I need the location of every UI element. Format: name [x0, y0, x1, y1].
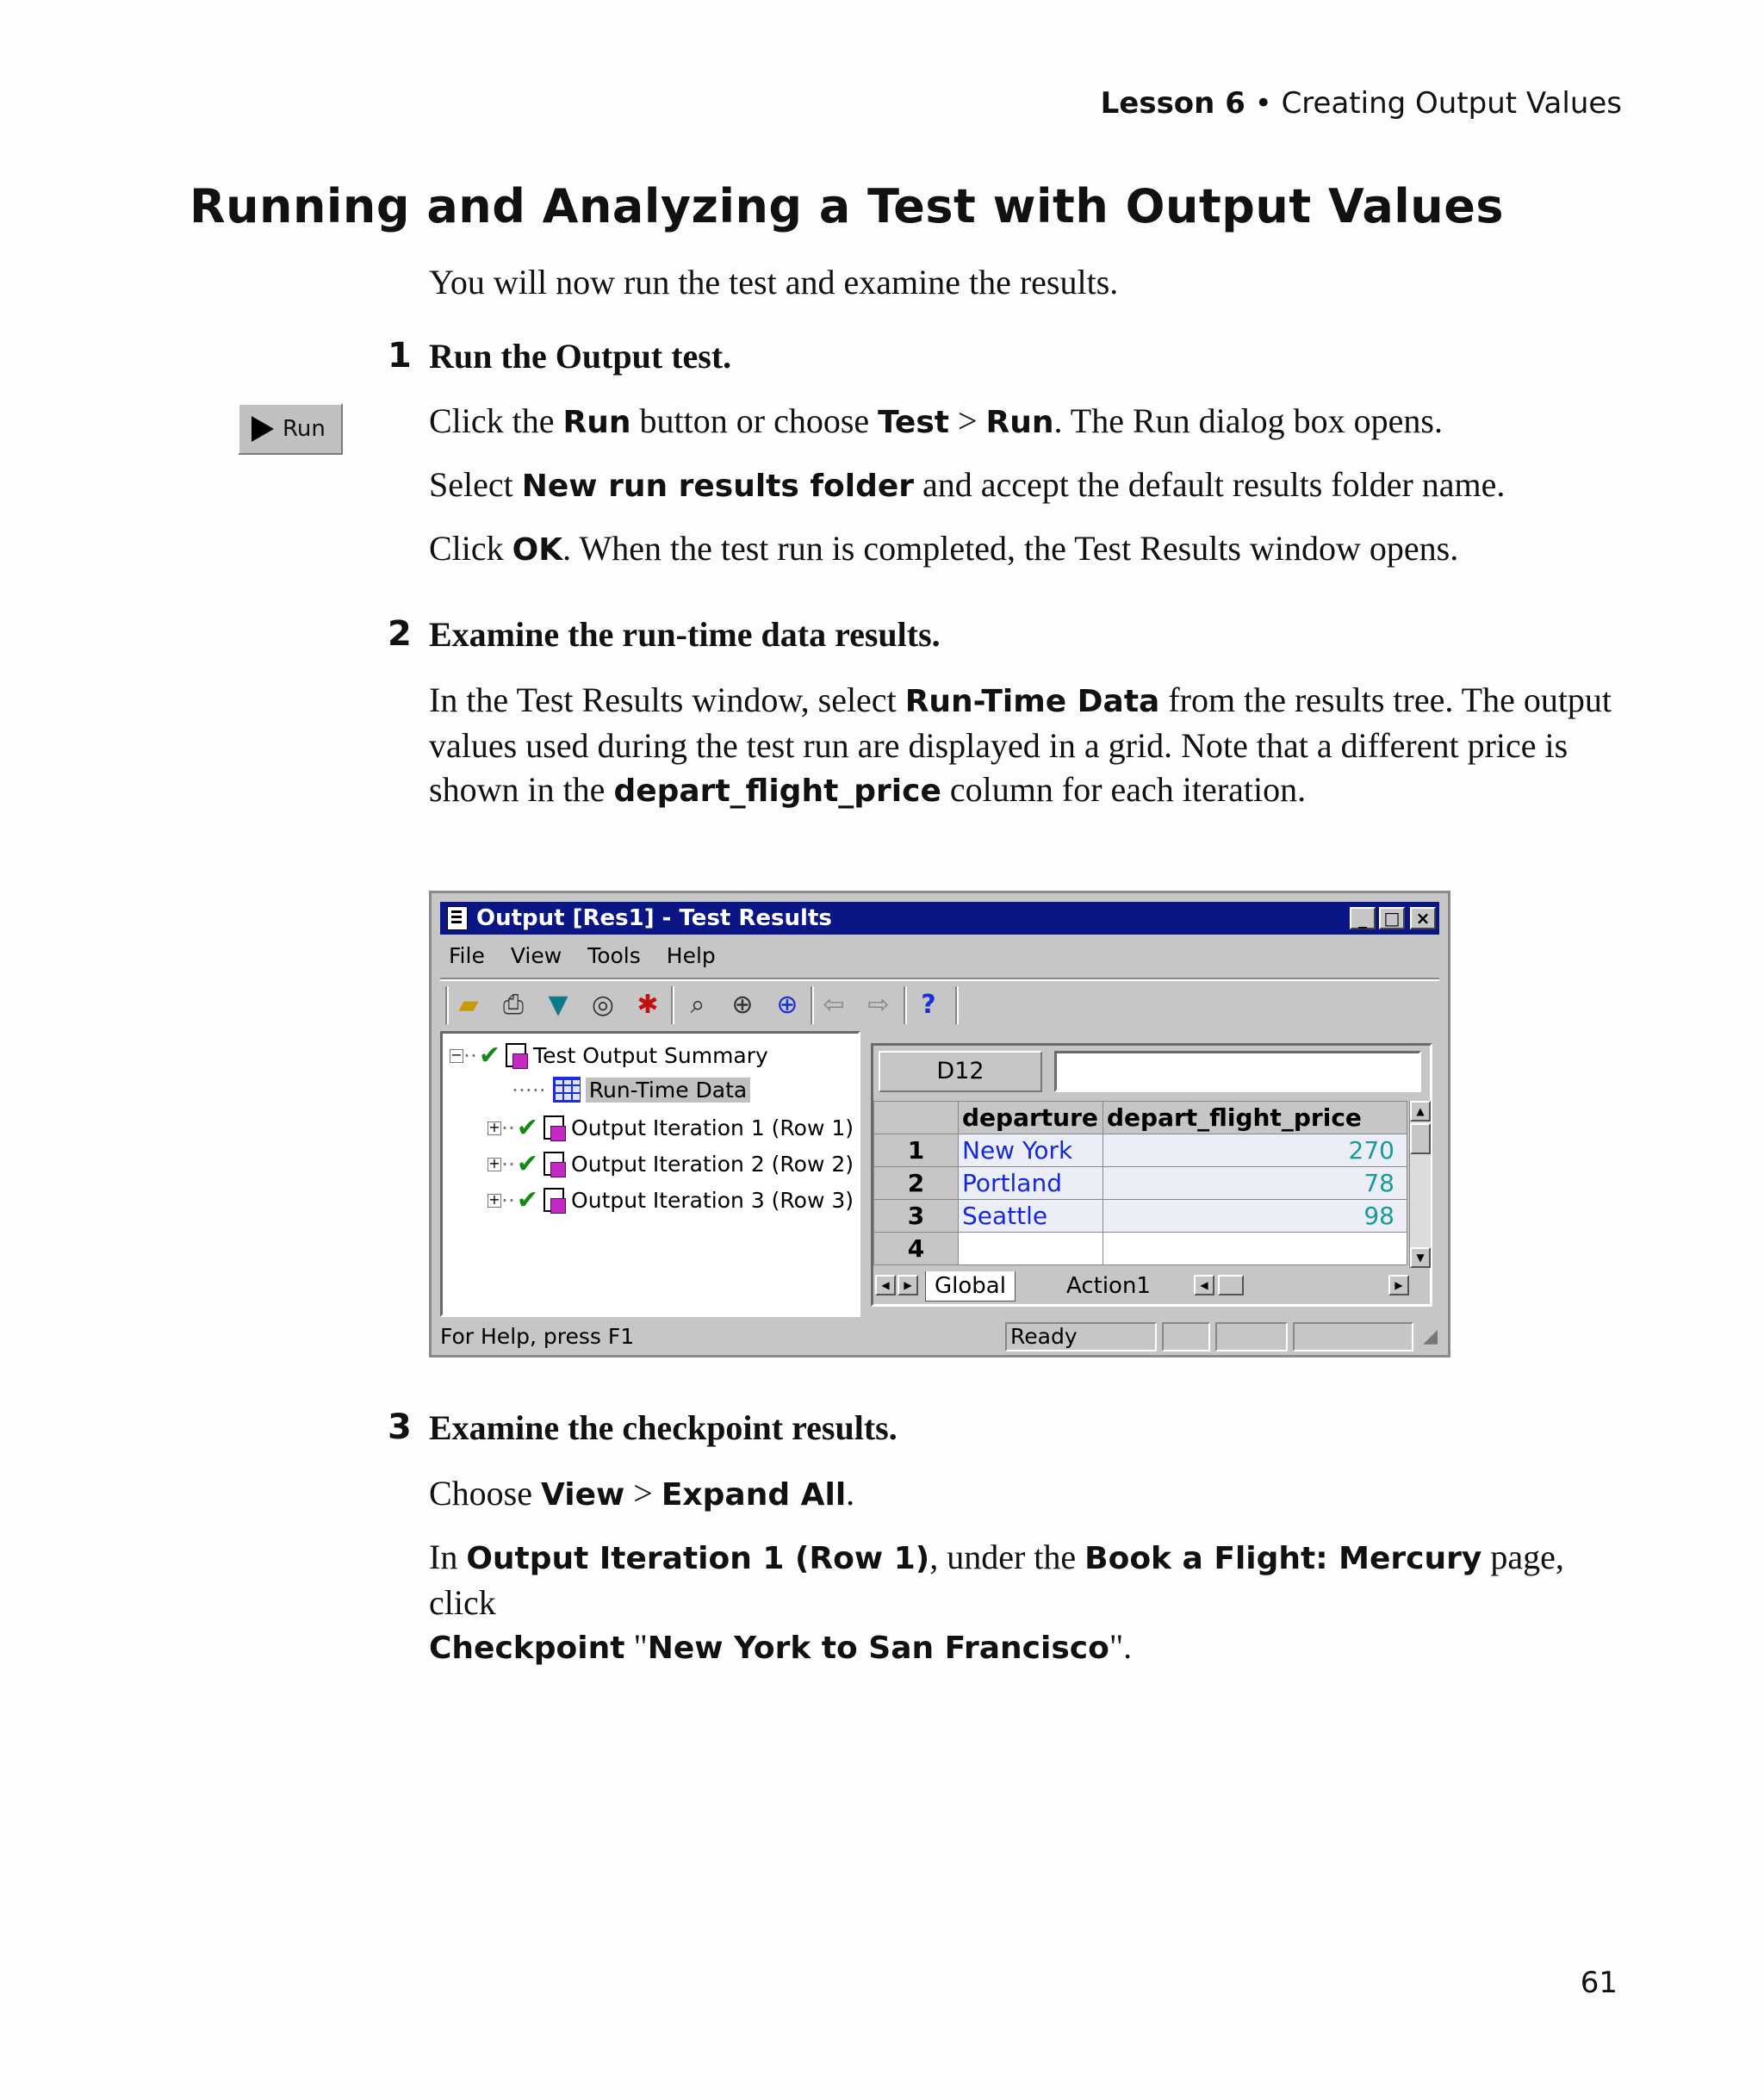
- back-arrow-icon[interactable]: ⇦: [823, 990, 845, 1020]
- data-grid-icon: [553, 1077, 581, 1103]
- tab-global[interactable]: Global: [925, 1271, 1016, 1302]
- data-grid: [873, 1101, 1407, 1265]
- step-3-heading: Examine the checkpoint results.: [429, 1408, 898, 1447]
- collapse-icon[interactable]: −: [450, 1046, 463, 1063]
- pass-check-icon: ✔: [516, 1149, 539, 1179]
- step-1-para-2: Select New run results folder and accept the default results folder name.: [429, 465, 1506, 504]
- play-icon: [252, 416, 274, 442]
- price-cell[interactable]: 98: [1103, 1200, 1407, 1233]
- pass-check-icon: ✔: [516, 1185, 539, 1215]
- run-button-image: [238, 403, 343, 455]
- window-title: Output [Res1] - Test Results: [476, 905, 832, 931]
- window-titlebar: [440, 902, 1439, 935]
- filter-icon[interactable]: ▼: [548, 990, 568, 1020]
- step-2-number: 2: [388, 614, 412, 654]
- tab-action1[interactable]: Action1: [1066, 1273, 1151, 1299]
- zoom-in-icon[interactable]: ⊕: [731, 990, 754, 1020]
- tree-iteration-2[interactable]: + ·· ✔ Output Iteration 2 (Row 2): [488, 1149, 854, 1179]
- chapter-title: Creating Output Values: [1281, 86, 1622, 121]
- help-icon[interactable]: ?: [921, 990, 936, 1020]
- zoom-icon[interactable]: ⊕: [776, 990, 798, 1020]
- summary-icon: [502, 1043, 526, 1069]
- cell-reference-box[interactable]: D12: [879, 1051, 1042, 1092]
- hscroll-left-icon[interactable]: ◀: [1194, 1275, 1214, 1295]
- open-folder-icon[interactable]: ▰: [458, 990, 479, 1020]
- grid-header-row: [874, 1102, 1407, 1134]
- step-2-para-1: In the Test Results window, select Run-Time Data from the results tree. The output values used during the test run are displayed in a grid. Note that a different price is shown in the depart_flight_price column for each iteration.: [429, 680, 1612, 809]
- scroll-up-icon[interactable]: ▲: [1410, 1101, 1431, 1121]
- header-bullet: •: [1254, 86, 1272, 121]
- formula-input[interactable]: [1054, 1051, 1421, 1092]
- tree-iteration-3-label: Output Iteration 3 (Row 3): [571, 1188, 854, 1213]
- scroll-thumb[interactable]: [1410, 1123, 1431, 1154]
- data-table-pane: [871, 1043, 1432, 1307]
- minimize-icon[interactable]: _: [1350, 907, 1376, 929]
- hscroll-thumb[interactable]: [1218, 1275, 1244, 1295]
- toolbar: [440, 979, 1439, 1028]
- menu-tools[interactable]: Tools: [587, 943, 641, 968]
- find-icon[interactable]: ⌕: [690, 990, 705, 1020]
- bug-icon[interactable]: ✱: [637, 990, 659, 1020]
- status-bar: [440, 1322, 1439, 1353]
- toolbar-grip: [445, 986, 449, 1024]
- status-panel: [1293, 1322, 1413, 1351]
- menu-file[interactable]: File: [449, 943, 485, 968]
- print-icon[interactable]: ⎙: [503, 990, 524, 1020]
- corner-cell: [874, 1102, 959, 1134]
- table-row: [874, 1233, 1407, 1265]
- running-header: [1101, 86, 1622, 121]
- status-state: Ready: [1005, 1322, 1157, 1351]
- departure-cell[interactable]: Portland: [959, 1167, 1103, 1200]
- status-help-text: For Help, press F1: [440, 1324, 635, 1349]
- row-number[interactable]: 2: [874, 1167, 959, 1200]
- expand-icon[interactable]: +: [488, 1154, 500, 1171]
- resize-grip-icon[interactable]: ◢: [1423, 1326, 1438, 1347]
- price-cell[interactable]: 78: [1103, 1167, 1407, 1200]
- toolbar-separator: [811, 986, 814, 1024]
- tree-iteration-1[interactable]: + ·· ✔ Output Iteration 1 (Row 1): [488, 1113, 854, 1143]
- status-panel: [1162, 1322, 1210, 1351]
- scroll-down-icon[interactable]: ▼: [1410, 1247, 1431, 1268]
- step-2-heading: Examine the run-time data results.: [429, 615, 941, 654]
- toolbar-separator: [904, 986, 907, 1024]
- status-panel: [1215, 1322, 1288, 1351]
- column-header-depart-flight-price[interactable]: depart_flight_price: [1103, 1102, 1407, 1134]
- tree-root[interactable]: − ·· ✔ Test Output Summary: [450, 1041, 768, 1071]
- tree-runtime-label: Run-Time Data: [586, 1078, 750, 1103]
- iteration-icon: [540, 1188, 564, 1214]
- departure-cell[interactable]: [959, 1233, 1103, 1265]
- results-doc-icon: [447, 906, 468, 930]
- vertical-scrollbar[interactable]: [1409, 1101, 1431, 1268]
- step-3-para-1: Choose View > Expand All.: [429, 1474, 855, 1513]
- iteration-icon: [540, 1115, 564, 1141]
- menu-bar: [449, 943, 716, 968]
- column-header-departure[interactable]: departure: [959, 1102, 1103, 1134]
- pass-check-icon: ✔: [478, 1041, 501, 1071]
- row-number[interactable]: 1: [874, 1134, 959, 1167]
- maximize-icon[interactable]: □: [1379, 907, 1405, 929]
- tab-scroll-left-icon[interactable]: ◀: [875, 1275, 896, 1295]
- step-1-heading: Run the Output test.: [429, 337, 732, 376]
- step-3-para-2: In Output Iteration 1 (Row 1), under the Book a Flight: Mercury page, click Checkpoint "New York to San Francisco".: [429, 1538, 1564, 1666]
- section-title: Running and Analyzing a Test with Output Values: [189, 179, 1504, 233]
- expand-icon[interactable]: +: [488, 1118, 500, 1135]
- table-row: [874, 1167, 1407, 1200]
- close-icon[interactable]: ×: [1410, 907, 1436, 929]
- step-1-para-3: Click OK. When the test run is completed, the Test Results window opens.: [429, 529, 1459, 568]
- row-number[interactable]: 4: [874, 1233, 959, 1265]
- row-number[interactable]: 3: [874, 1200, 959, 1233]
- lesson-label: Lesson 6: [1100, 86, 1245, 121]
- table-row: [874, 1134, 1407, 1167]
- pass-check-icon: ✔: [516, 1113, 539, 1143]
- toolbar-separator: [955, 986, 959, 1024]
- sheet-tab-strip: [873, 1271, 1430, 1302]
- menu-view[interactable]: View: [510, 943, 562, 968]
- forward-arrow-icon[interactable]: ⇨: [867, 990, 890, 1020]
- hscroll-right-icon[interactable]: ▶: [1388, 1275, 1409, 1295]
- results-tree: [440, 1031, 860, 1317]
- step-1-number: 1: [388, 336, 412, 376]
- step-1-para-1: Click the Run button or choose Test > Run. The Run dialog box opens.: [429, 401, 1443, 440]
- tree-iteration-1-label: Output Iteration 1 (Row 1): [571, 1115, 854, 1140]
- price-cell[interactable]: [1103, 1233, 1407, 1265]
- menu-help[interactable]: Help: [666, 943, 716, 968]
- test-results-window-screenshot: [429, 891, 1450, 1358]
- step-3-number: 3: [388, 1407, 412, 1447]
- toolbar-separator: [671, 986, 674, 1024]
- tree-iteration-2-label: Output Iteration 2 (Row 2): [571, 1152, 854, 1177]
- tab-scroll-right-icon[interactable]: ▶: [898, 1275, 918, 1295]
- table-row: [874, 1200, 1407, 1233]
- intro-paragraph: You will now run the test and examine the results.: [429, 263, 1119, 301]
- price-cell[interactable]: 270: [1103, 1134, 1407, 1167]
- run-button-label: Run: [283, 416, 326, 442]
- tree-iteration-3[interactable]: + ·· ✔ Output Iteration 3 (Row 3): [488, 1185, 854, 1215]
- iteration-icon: [540, 1152, 564, 1177]
- tree-runtime-data[interactable]: ····· Run-Time Data: [512, 1077, 750, 1103]
- page-number: 61: [1580, 1966, 1618, 2000]
- departure-cell[interactable]: Seattle: [959, 1200, 1103, 1233]
- expand-icon[interactable]: +: [488, 1190, 500, 1208]
- target-icon[interactable]: ◎: [591, 990, 615, 1020]
- departure-cell[interactable]: New York: [959, 1134, 1103, 1167]
- tree-root-label: Test Output Summary: [533, 1043, 768, 1068]
